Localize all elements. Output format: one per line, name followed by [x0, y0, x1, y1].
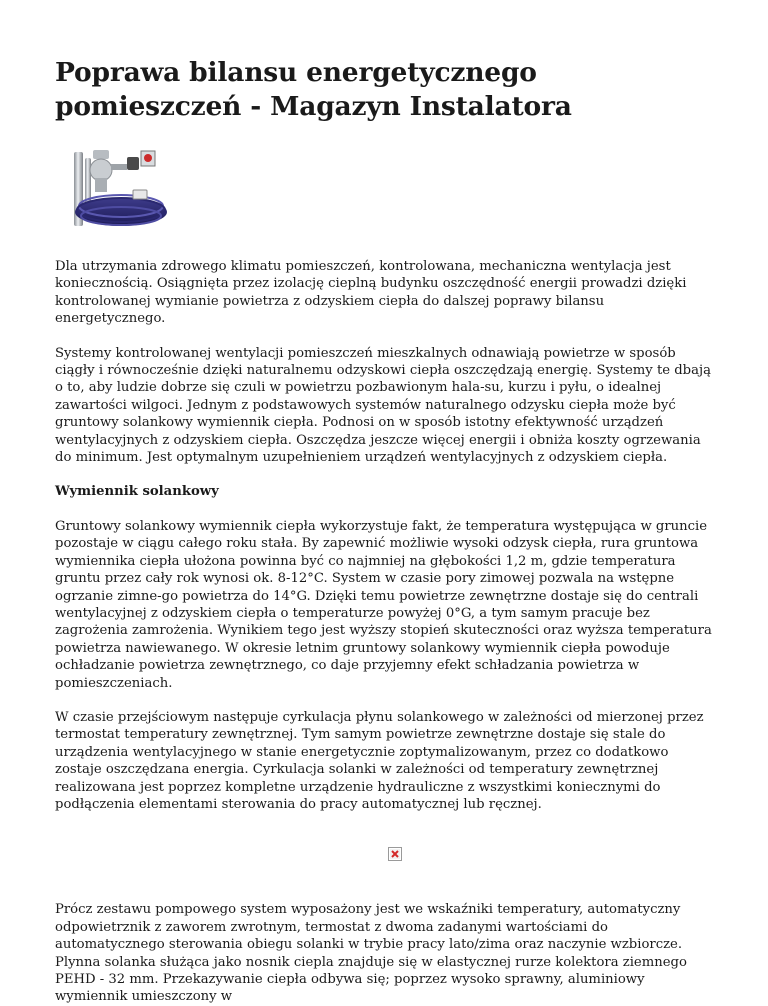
article	[55, 56, 715, 1006]
section-heading: Wymiennik solankowy	[55, 484, 219, 500]
product-photo-graphic	[55, 148, 167, 228]
product-photo	[55, 148, 167, 228]
broken-image-icon	[388, 847, 402, 861]
paragraph: Gruntowy solankowy wymiennik ciepła wykorzystuje fakt, że temperatura występująca w gruncie pozostaje w ciągu całego roku stała. By zapewnić możliwie wysoki odzysk ciepła, rura gruntowa wymiennika ciepła ułożona powinna być co najmniej na głębokości 1,2 m, gdzie temperatura gruntu przez cały rok wynosi ok. 8-12°C. System w czasie pory zimowej pozwala na wstępne ogrzanie zimne-go powietrza do 14°G. Dzięki temu powietrze zewnętrzne dostaje się do centrali wentylacyjnej z odzyskiem ciepła o temperaturze powyżej 0°G, a tym samym pracuje bez zagrożenia zamrożenia. Wynikiem tego jest wyższy stopień skuteczności oraz wyższa temperatura powietrza nawiewanego. W okresie letnim gruntowy solankowy wymiennik ciepła powoduje ochładzanie powietrza zewnętrznego, co daje przyjemny efekt schładzania powietrza w pomieszczeniach.	[55, 518, 712, 691]
paragraph: Dla utrzymania zdrowego klimatu pomieszczeń, kontrolowana, mechaniczna wentylacja jest koniecznością. Osiągnięta przez izolację cieplną budynku oszczędność energii prowadzi dzięki kontrolowanej wymianie powietrza z odzyskiem ciepła do dalszej poprawy bilansu energetycznego.	[55, 259, 687, 327]
paragraph: Systemy kontrolowanej wentylacji pomieszczeń mieszkalnych odnawiają powietrze w sposób ciągły i równocześnie dzięki naturalnemu odzyskowi ciepła oszczędzają energię. Systemy te dbają o to, aby ludzie dobrze się czuli w powietrzu pozbawionym hala-su, kurzu i pyłu, o idealnej zawartości wilgoci. Jednym z podstawowych systemów naturalnego odzysku ciepła może być gruntowy solankowy wymiennik ciepła. Podnosi on w sposób istotny efektywność urządzeń wentylacyjnych z odzyskiem ciepła. Oszczędza jeszcze więcej energii i obniża koszty ogrzewania do minimum. Jest optymalnym uzupełnieniem urządzeń wentylacyjnych z odzyskiem ciepła.	[55, 345, 711, 466]
paragraph: W czasie przejściowym następuje cyrkulacja płynu solankowego w zależności od mierzonej przez termostat temperatury zewnętrznej. Tym samym powietrze zewnętrzne dostaje się stale do urządzenia wentylacyjnego w stanie energetycznie zoptymalizowanym, przez co dodatkowo zostaje oszczędzana energia. Cyrkulacja solanki w zależności od temperatury zewnętrznej realizowana jest poprzez kompletne urządzenie hydrauliczne z wszystkimi koniecznymi do podłączenia elementami sterowania do pracy automatycznej lub ręcznej.	[55, 709, 704, 812]
paragraph: Prócz zestawu pompowego system wyposażony jest we wskaźniki temperatury, automatyczny odpowietrznik z zaworem zwrotnym, termostat z dwoma zadanymi wartościami do automatycznego sterowania obiegu solanki w trybie pracy lato/zima oraz naczynie wzbiorcze. Plynna solanka służąca jako nosnik ciepla znajduje się w elastycznej rurze kolektora ziemnego PEHD - 32 mm. Przekazywanie ciepła odbywa się; poprzez wysoko sprawny, aluminiowy wymiennik umieszczony w	[55, 902, 687, 1005]
page-title: Poprawa bilansu energetycznego pomieszczeń - Magazyn Instalatora	[55, 57, 572, 122]
broken-image	[55, 847, 715, 861]
